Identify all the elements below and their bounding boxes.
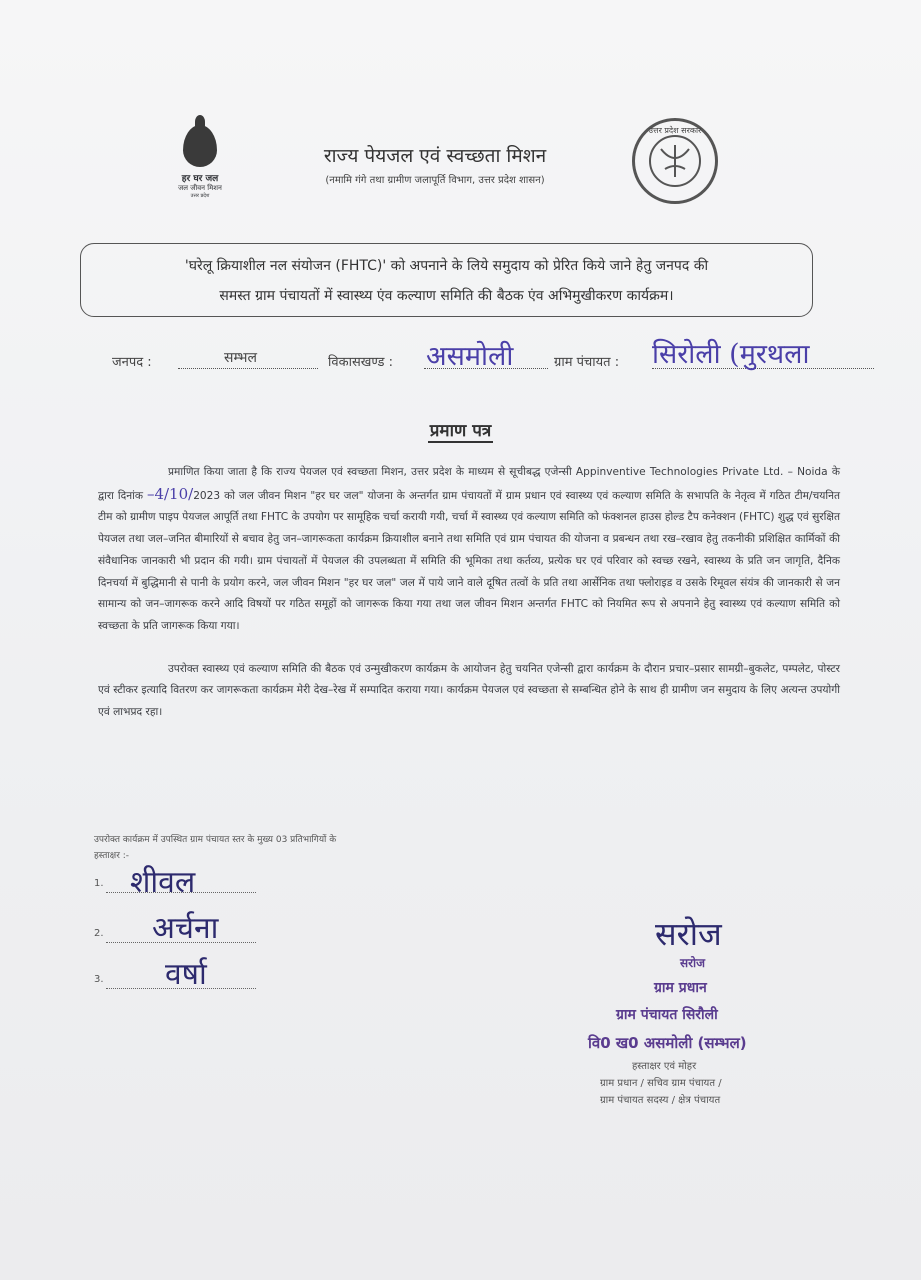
intro-line2: हस्ताक्षर :- — [94, 851, 130, 861]
stamp-name: सरोज — [680, 956, 706, 970]
district-label: जनपद : — [112, 355, 152, 370]
programme-banner — [80, 243, 813, 317]
participant-signature-3: वर्षा — [165, 957, 207, 992]
date-year: 2023 — [193, 489, 221, 502]
district-value: सम्भल — [224, 350, 257, 366]
paragraph-2: उपरोक्त स्वास्थ्य एवं कल्याण समिति की बैठक एवं उन्मुखीकरण कार्यक्रम के आयोजन हेतु चयनित एजेन्सी द्वारा कार्यक्रम के दौरान प्रचार–प्रसार सामग्री–बुकलेट, पम्पलेट, पोस्टर एवं स्टीकर इत्यादि वितरण कर जागरूकता कार्यक्रम मेरी देख–रेख में सम्पादित कराया गया। कार्यक्रम पेयजल एवं स्वच्छता से सम्बन्धित होने के साथ ही ग्रामीण जन समुदाय के लिए अत्यन्त उपयोगी एवं लाभप्रद रहा। — [98, 662, 840, 719]
stamp-line3: वि0 ख0 असमोली (सम्भल) — [588, 1034, 747, 1052]
up-government-seal-icon — [632, 118, 718, 204]
participant-row-3 — [94, 974, 104, 985]
bow-arrow-icon — [651, 137, 699, 185]
water-drop-icon — [183, 125, 217, 167]
seal-text: उत्तर प्रदेश सरकार — [648, 126, 702, 135]
certificate-body — [98, 462, 840, 724]
certificate-title-text: प्रमाण पत्र — [429, 421, 492, 441]
caption-sign-seal: हस्ताक्षर एवं मोहर — [632, 1061, 697, 1072]
participant-signature-1: शीवल — [130, 865, 196, 900]
har-ghar-jal-logo — [165, 125, 235, 199]
mission-title: राज्य पेयजल एवं स्वच्छता मिशन — [323, 145, 547, 167]
district-line — [178, 368, 318, 369]
block-value: असमोली — [426, 341, 514, 372]
para1-part-a: प्रमाणित किया जाता है कि राज्य पेयजल एवं स्वच्छता मिशन, उत्तर प्रदेश के माध्यम से सूचीबद्ध एजेन्सी Appinventive Technologies Private Ltd. – Noida के द्वारा दिनांक — [98, 466, 840, 502]
mission-subtitle: (नमामि गंगे तथा ग्रामीण जलापूर्ति विभाग, उत्तर प्रदेश शासन) — [325, 175, 545, 186]
participant-num: 2. — [94, 928, 104, 939]
pradhan-signature: सरोज — [655, 915, 722, 953]
logo-line2: जल जीवन मिशन — [178, 184, 222, 192]
seal-emblem-icon — [649, 135, 701, 187]
block-label: विकासखण्ड : — [328, 355, 394, 370]
participant-row-2 — [94, 928, 104, 939]
intro-line1: उपरोक्त कार्यक्रम में उपस्थित ग्राम पंचायत स्तर के मुख्य 03 प्रतिभागियों के — [94, 835, 337, 845]
banner-line1: 'घरेलू क्रियाशील नल संयोजन (FHTC)' को अपनाने के लिये समुदाय को प्रेरित किये जाने हेतु जनपद की — [184, 258, 709, 274]
banner-line2: समस्त ग्राम पंचायतों में स्वास्थ्य एंव कल्याण समिति की बैठक एंव अभिमुखीकरण कार्यक्रम। — [219, 288, 674, 304]
certificate-title — [0, 418, 921, 441]
panchayat-value: सिरोली (मुरथला — [652, 339, 810, 370]
participant-num: 3. — [94, 974, 104, 985]
location-fields — [112, 340, 892, 390]
logo-line3: उत्तर प्रदेश — [190, 193, 210, 199]
date-handwritten: –4/10/ — [146, 484, 194, 503]
para1-part-b: को जल जीवन मिशन "हर घर जल" योजना के अन्तर्गत ग्राम पंचायतों में ग्राम प्रधान एवं स्वास्थ्य एवं कल्याण समिति के सभापति के नेतृत्व में गठित टीम/चयनित टीम को ग्रामीण पाइप पेयजल आपूर्ति तथा FHTC के उपयोग पर सामूहिक चर्चा करायी गयी, चर्चा में स्वास्थ्य एवं कल्याण समिति को फंक्शनल हाउस होल्ड टैप कनेक्शन (FHTC) शुद्ध एवं सुरक्षित पेयजल तथा जल–जनित बीमारियों से बचाव हेतु जन–जागरूकता कार्यक्रम क्रियाशील बनाने तथा समिति एवं ग्राम पंचायत की योजना व प्रबन्धन तथा रख–रखाव हेतु तकनीकी प्रशिक्षित कार्मिकों की संवैधानिक जानकारी भी प्रदान की गयी। ग्राम पंचायतों में पेयजल की उपलब्धता में समिति की भूमिका तथा कर्तव्य, प्रत्येक घर एवं परिवार को स्वच्छ रखने, स्वास्थ्य के प्रति जन जागृति, दैनिक दिनचर्या में बुद्धिमानी से पानी के प्रयोग करने, जल जीवन मिशन "हर घर जल" जल में पाये जाने वाले दूषित तत्वों के प्रति तथा आर्सेनिक तथा फ्लोराइड व उसके रिमूवल संयंत्र की जानकारी से जन सामान्य को जन–जागरूक करने आदि विषयों पर गठित समूहों को जागरूक किया गया तथा जल जीवन मिशन अन्तर्गत FHTC को नियमित रूप से अपनाने हेतु स्वास्थ्य एवं कल्याण समिति को स्वच्छता के प्रति जागरूक किया गया। — [98, 489, 841, 632]
caption-roles-1: ग्राम प्रधान / सचिव ग्राम पंचायत / — [600, 1078, 722, 1089]
participant-signature-2: अर्चना — [152, 911, 219, 946]
stamp-line2: ग्राम पंचायत सिरौली — [616, 1007, 718, 1023]
stamp-line1: ग्राम प्रधान — [654, 980, 707, 996]
participant-row-1 — [94, 878, 104, 889]
paragraph-1 — [98, 462, 840, 638]
caption-roles-2: ग्राम पंचायत सदस्य / क्षेत्र पंचायत — [600, 1095, 721, 1106]
logo-line1: हर घर जल — [181, 174, 219, 184]
panchayat-label: ग्राम पंचायत : — [554, 355, 620, 370]
participant-num: 1. — [94, 878, 104, 889]
